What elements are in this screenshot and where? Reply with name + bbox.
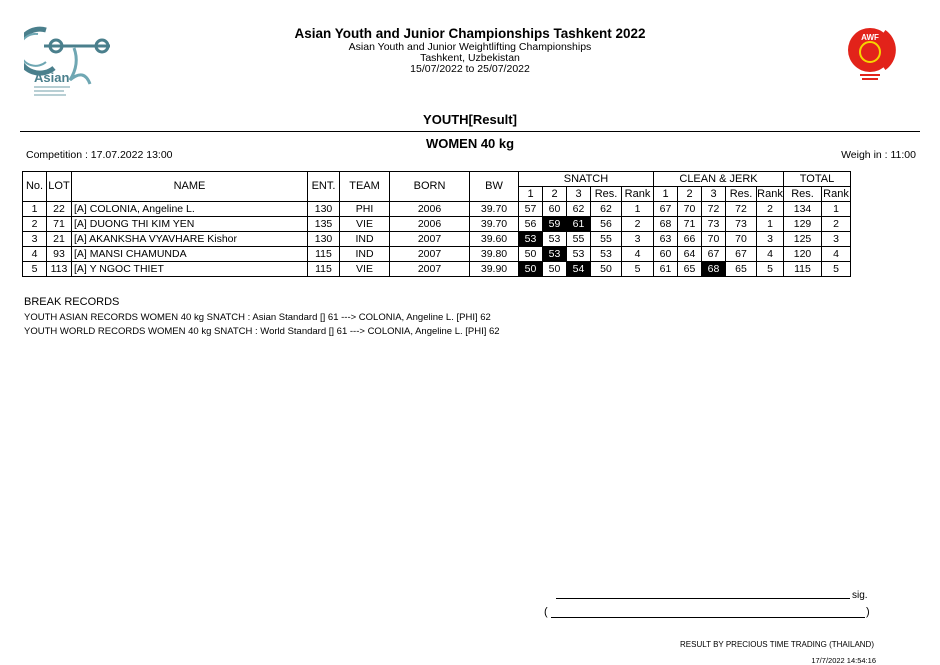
total-rank: 5	[822, 262, 851, 277]
birth-year: 2007	[390, 247, 470, 262]
athlete-name: [A] Y NGOC THIET	[72, 262, 308, 277]
total-result: 129	[784, 217, 822, 232]
body-weight: 39.90	[470, 262, 519, 277]
cj-attempt-1: 63	[654, 232, 678, 247]
row-number: 1	[23, 202, 47, 217]
cj-attempt-3: 72	[702, 202, 726, 217]
table-row	[23, 217, 851, 232]
header-snatch-rank: Rank	[622, 187, 654, 202]
header-snatch-2: 2	[543, 187, 567, 202]
header-snatch-1: 1	[519, 187, 543, 202]
snatch-attempt-3: 62	[567, 202, 591, 217]
svg-text:Asian: Asian	[34, 70, 70, 85]
header-no: No.	[23, 172, 47, 202]
header-cj-1: 1	[654, 187, 678, 202]
cj-rank: 1	[757, 217, 784, 232]
snatch-attempt-3: 55	[567, 232, 591, 247]
header-cj-rank: Rank	[757, 187, 783, 200]
championship-title: Asian Youth and Junior Championships Tashkent 2022	[294, 26, 646, 41]
header-total: TOTAL	[784, 172, 851, 187]
signature-line	[556, 598, 850, 599]
snatch-attempt-1: 56	[519, 217, 543, 232]
table-row	[23, 262, 851, 277]
team-code: PHI	[340, 202, 390, 217]
header-cj-2: 2	[678, 187, 702, 202]
lot-number: 21	[47, 232, 72, 247]
row-number: 4	[23, 247, 47, 262]
break-record-line: YOUTH WORLD RECORDS WOMEN 40 kg SNATCH : World Standard [] 61 ---> COLONIA, Angeline L. [PHI] 62	[24, 326, 500, 337]
birth-year: 2007	[390, 262, 470, 277]
row-number: 2	[23, 217, 47, 232]
championship-subtitle: Asian Youth and Junior Weightlifting Championships	[348, 41, 592, 53]
break-record-line: YOUTH ASIAN RECORDS WOMEN 40 kg SNATCH : Asian Standard [] 61 ---> COLONIA, Angeline L. [PHI] 62	[24, 312, 491, 323]
cj-attempt-1: 61	[654, 262, 678, 277]
print-timestamp: 17/7/2022 14:54:16	[811, 656, 876, 665]
cj-attempt-2: 66	[678, 232, 702, 247]
header-snatch-3: 3	[567, 187, 591, 202]
snatch-result: 50	[591, 262, 622, 277]
birth-year: 2006	[390, 217, 470, 232]
name-line	[551, 617, 865, 618]
athlete-name: [A] COLONIA, Angeline L.	[72, 202, 308, 217]
cj-rank: 2	[757, 202, 784, 217]
cj-attempt-2: 64	[678, 247, 702, 262]
total-rank: 4	[822, 247, 851, 262]
entry-total: 130	[308, 232, 340, 247]
header-snatch-res: Res.	[591, 187, 622, 202]
snatch-attempt-1: 53	[519, 232, 543, 247]
team-code: VIE	[340, 217, 390, 232]
snatch-attempt-2: 59	[543, 217, 567, 232]
table-row	[23, 232, 851, 247]
header-team: TEAM	[340, 172, 390, 202]
header-cj-res: Res.	[726, 187, 757, 202]
snatch-attempt-2: 50	[543, 262, 567, 277]
row-number: 3	[23, 232, 47, 247]
header-clean-jerk: CLEAN & JERK	[654, 172, 784, 187]
cj-attempt-1: 68	[654, 217, 678, 232]
competition-time: Competition : 17.07.2022 13:00	[26, 149, 173, 161]
cj-attempt-1: 60	[654, 247, 678, 262]
cj-attempt-2: 70	[678, 202, 702, 217]
snatch-attempt-3: 53	[567, 247, 591, 262]
snatch-attempt-1: 57	[519, 202, 543, 217]
snatch-rank: 1	[622, 202, 654, 217]
total-rank: 2	[822, 217, 851, 232]
break-records-title: BREAK RECORDS	[24, 296, 120, 308]
header-ent: ENT.	[308, 172, 340, 202]
lot-number: 113	[47, 262, 72, 277]
championship-location: Tashkent, Uzbekistan	[420, 52, 520, 64]
total-result: 125	[784, 232, 822, 247]
snatch-attempt-3: 54	[567, 262, 591, 277]
name-close-paren: )	[866, 606, 870, 618]
results-table	[22, 171, 851, 277]
cj-result: 70	[726, 232, 757, 247]
team-code: IND	[340, 247, 390, 262]
cj-attempt-3: 67	[702, 247, 726, 262]
body-weight: 39.60	[470, 232, 519, 247]
snatch-attempt-2: 60	[543, 202, 567, 217]
svg-text:AWF: AWF	[861, 33, 879, 42]
birth-year: 2006	[390, 202, 470, 217]
cj-result: 72	[726, 202, 757, 217]
snatch-rank: 4	[622, 247, 654, 262]
header-lot: LOT	[47, 172, 72, 202]
body-weight: 39.70	[470, 202, 519, 217]
snatch-rank: 3	[622, 232, 654, 247]
snatch-rank: 5	[622, 262, 654, 277]
snatch-result: 55	[591, 232, 622, 247]
cj-rank: 3	[757, 232, 784, 247]
cj-rank: 4	[757, 247, 784, 262]
cj-result: 67	[726, 247, 757, 262]
header-snatch: SNATCH	[519, 172, 654, 187]
snatch-result: 56	[591, 217, 622, 232]
body-weight: 39.80	[470, 247, 519, 262]
snatch-attempt-1: 50	[519, 262, 543, 277]
athlete-name: [A] MANSI CHAMUNDA	[72, 247, 308, 262]
weigh-in-time: Weigh in : 11:00	[841, 149, 916, 161]
cj-attempt-2: 65	[678, 262, 702, 277]
total-result: 134	[784, 202, 822, 217]
snatch-result: 53	[591, 247, 622, 262]
header-cj-3: 3	[702, 187, 726, 202]
cj-attempt-1: 67	[654, 202, 678, 217]
entry-total: 135	[308, 217, 340, 232]
athlete-name: [A] DUONG THI KIM YEN	[72, 217, 308, 232]
cj-attempt-3: 68	[702, 262, 726, 277]
total-result: 120	[784, 247, 822, 262]
signature-label: sig.	[852, 590, 868, 601]
header-total-res: Res.	[784, 187, 822, 202]
entry-total: 115	[308, 247, 340, 262]
total-rank: 1	[822, 202, 851, 217]
snatch-attempt-1: 50	[519, 247, 543, 262]
header-bw: BW	[470, 172, 519, 202]
championship-dates: 15/07/2022 to 25/07/2022	[410, 63, 530, 75]
entry-total: 130	[308, 202, 340, 217]
header-born: BORN	[390, 172, 470, 202]
header-total-rank: Rank	[823, 187, 849, 200]
cj-result: 65	[726, 262, 757, 277]
section-title: YOUTH[Result]	[423, 112, 517, 127]
table-row	[23, 202, 851, 217]
cj-rank: 5	[757, 262, 784, 277]
athlete-name: [A] AKANKSHA VYAVHARE Kishor	[72, 232, 308, 247]
team-code: IND	[340, 232, 390, 247]
cj-attempt-3: 70	[702, 232, 726, 247]
entry-total: 115	[308, 262, 340, 277]
cj-attempt-2: 71	[678, 217, 702, 232]
snatch-rank: 2	[622, 217, 654, 232]
total-result: 115	[784, 262, 822, 277]
row-number: 5	[23, 262, 47, 277]
results-credit: RESULT BY PRECIOUS TIME TRADING (THAILAND)	[680, 640, 874, 649]
snatch-attempt-3: 61	[567, 217, 591, 232]
team-code: VIE	[340, 262, 390, 277]
name-open-paren: (	[544, 606, 548, 618]
cj-result: 73	[726, 217, 757, 232]
lot-number: 22	[47, 202, 72, 217]
snatch-attempt-2: 53	[543, 232, 567, 247]
header-name: NAME	[72, 172, 308, 202]
event-title: WOMEN 40 kg	[425, 136, 515, 151]
birth-year: 2007	[390, 232, 470, 247]
divider	[20, 131, 920, 132]
total-rank: 3	[822, 232, 851, 247]
snatch-attempt-2: 53	[543, 247, 567, 262]
table-row	[23, 247, 851, 262]
lot-number: 93	[47, 247, 72, 262]
snatch-result: 62	[591, 202, 622, 217]
body-weight: 39.70	[470, 217, 519, 232]
cj-attempt-3: 73	[702, 217, 726, 232]
lot-number: 71	[47, 217, 72, 232]
